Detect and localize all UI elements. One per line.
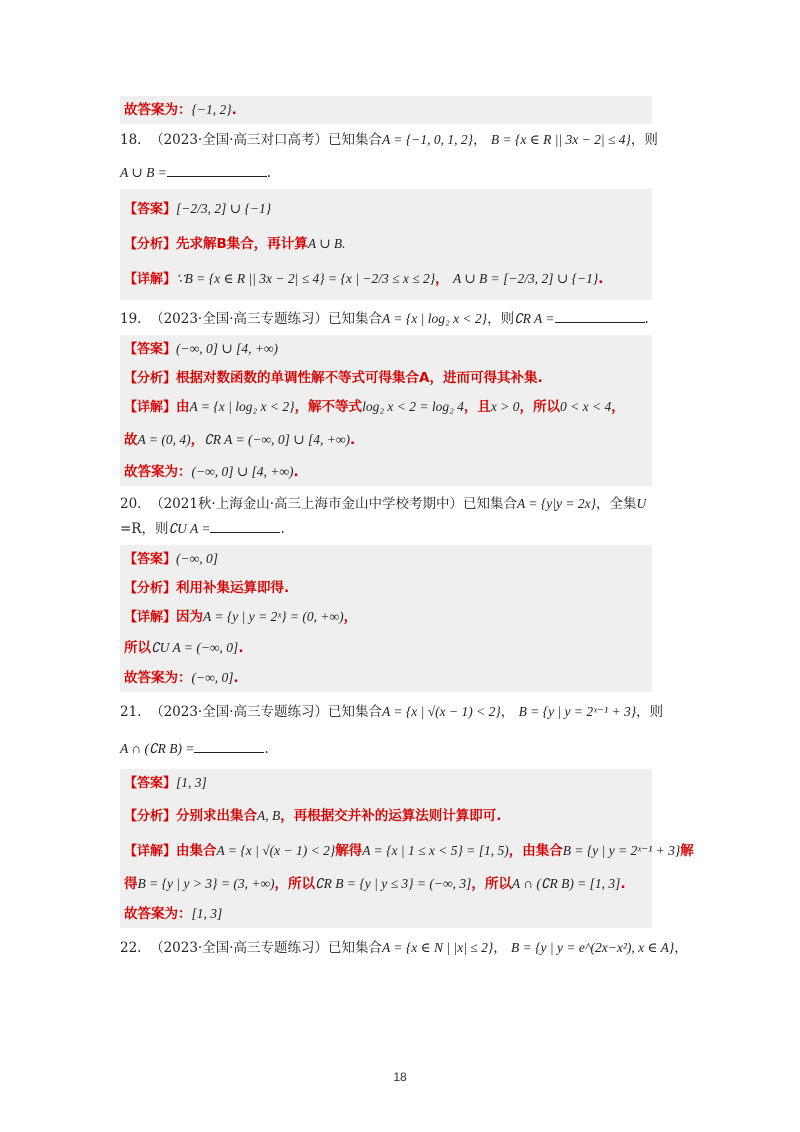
period: . (280, 521, 285, 537)
question-number: 21. (120, 704, 142, 720)
question-text: 已知集合 (328, 311, 383, 327)
question-22-line1 (120, 928, 688, 964)
detail-line-2 (124, 632, 648, 662)
question-18-line2 (120, 156, 652, 189)
question-text: =R，则 (120, 521, 169, 537)
detail-text: 因为 (176, 609, 204, 625)
detail-math: 0 < x < 4 (560, 399, 612, 414)
detail-text: ，且 (463, 399, 491, 415)
analysis-text: 根据对数函数的单调性解不等式可得集合A，进而可得其补集. (176, 370, 543, 386)
detail-math: log₂ x < 2 = log₂ 4 (362, 399, 464, 414)
set-b: B = {x ∈ R || 3x − 2| ≤ 4} (490, 132, 631, 147)
question-ask: ∁U A = (168, 521, 211, 536)
question-number: 19. (120, 311, 142, 327)
question-text: ，则 (630, 132, 658, 148)
answer-line (124, 189, 648, 230)
set-a: A = {y|y = 2x} (517, 496, 596, 511)
separator: ， (493, 940, 507, 956)
detail-math: ∵B = {x ∈ R || 3x − 2| ≤ 4} = {x | −2/3 ≤ x ≤ 2} (176, 271, 436, 286)
final-answer-label: 故答案为： (124, 670, 192, 686)
detail-line-2 (124, 422, 648, 454)
question-text: 已知集合 (463, 496, 518, 512)
answer-block-20 (120, 545, 652, 692)
set-a: A = {x | √(x − 1) < 2} (382, 704, 501, 719)
analysis-text: 先求解B集合，再计算 (176, 236, 308, 252)
detail-text: . (238, 640, 244, 656)
separator: ， (500, 704, 515, 720)
answer-blank (167, 162, 267, 177)
final-answer-end: . (231, 102, 237, 118)
answer-value: (−∞, 0] (176, 551, 218, 566)
analysis-tag: 【分析】 (124, 237, 177, 252)
separator: ， (473, 132, 487, 148)
final-answer-end: . (233, 670, 239, 686)
final-answer-line (124, 898, 648, 928)
answer-value: [1, 3] (176, 775, 207, 790)
answer-line (124, 769, 648, 798)
detail-math: A = {x | log₂ x < 2} (189, 399, 295, 414)
question-source: （2023·全国·高三对口高考） (150, 132, 329, 148)
question-text: 已知集合 (328, 132, 383, 148)
answer-blank (194, 738, 264, 753)
answer-block-top (120, 96, 652, 124)
period: . (266, 165, 272, 181)
set-a: A = {x ∈ N | |x| ≤ 2} (382, 940, 494, 955)
detail-line (124, 603, 648, 632)
question-text: ，则 (636, 704, 664, 720)
question-source: （2023·全国·高三专题练习） (150, 311, 329, 327)
detail-text: 由集合 (176, 843, 217, 859)
analysis-tag: 【分析】 (124, 371, 177, 386)
answer-block-18 (120, 189, 652, 300)
detail-text: 解 (680, 843, 694, 859)
detail-line (124, 393, 648, 422)
final-answer-label: 故答案为： (124, 464, 192, 480)
detail-text: . (620, 876, 626, 892)
analysis-math: A ∪ B. (307, 236, 346, 251)
question-20-line2 (120, 516, 652, 545)
detail-tag: 【详解】 (124, 272, 177, 287)
question-18 (120, 124, 658, 189)
final-answer-line (124, 454, 648, 486)
analysis-line (124, 574, 648, 603)
detail-line (124, 831, 694, 866)
question-text: 已知集合 (328, 704, 383, 720)
set-b: B = {y | y = 2ˣ⁻¹ + 3} (518, 704, 637, 719)
detail-text: 由 (176, 399, 190, 415)
detail-math: A = {x | √(x − 1) < 2} (216, 843, 336, 858)
detail-tag: 【详解】 (124, 400, 177, 415)
analysis-text: 利用补集运算即得. (176, 580, 290, 596)
detail-text: . (349, 432, 356, 448)
detail-text: ，所以 (471, 876, 512, 892)
final-answer-label: 故答案为： (124, 906, 192, 922)
answer-block-19 (120, 335, 652, 486)
question-number: 20. (120, 496, 142, 512)
question-19 (120, 300, 652, 335)
answer-blank (555, 308, 645, 323)
question-ask: A ∪ B = (120, 165, 167, 180)
question-20 (120, 486, 652, 545)
page-content (120, 96, 694, 964)
analysis-tag: 【分析】 (124, 581, 177, 596)
detail-text: ，所以 (519, 399, 561, 415)
analysis-text: ，再根据交并补的运算法则计算即可. (280, 808, 502, 824)
analysis-line (124, 364, 648, 393)
period: . (644, 311, 649, 327)
answer-tag: 【答案】 (124, 552, 177, 567)
detail-line (124, 259, 648, 300)
detail-math: ∁U A = (−∞, 0] (151, 640, 239, 655)
question-ask: A ∩ (∁R B) = (120, 741, 195, 756)
question-text: 已知集合 (328, 940, 383, 956)
detail-tag: 【详解】 (124, 610, 177, 625)
question-19-line1 (120, 300, 652, 335)
detail-line-2 (124, 866, 648, 898)
answer-line (124, 335, 648, 364)
detail-math: B = {y | y > 3} = (3, +∞) (137, 876, 275, 891)
final-answer-value: [1, 3] (191, 906, 223, 921)
detail-sep: ， (435, 271, 449, 287)
answer-value: (−∞, 0] ∪ [4, +∞) (176, 341, 279, 356)
analysis-tag: 【分析】 (124, 809, 177, 824)
detail-text: ， (611, 399, 625, 415)
detail-math: ∁R A = (−∞, 0] ∪ [4, +∞) (204, 432, 350, 447)
detail-math: ∁R B = {y | y ≤ 3} = (−∞, 3] (315, 876, 472, 891)
final-answer-label: 故答案为： (124, 102, 192, 118)
page-number: 18 (393, 1070, 407, 1084)
detail-math: B = {y | y = 2ˣ⁻¹ + 3} (562, 843, 681, 858)
set-b: B = {y | y = e^(2x−x²), x ∈ A} (511, 940, 675, 955)
detail-math: A = {y | y = 2ˣ} = (0, +∞) (203, 609, 344, 624)
detail-tag: 【详解】 (124, 844, 177, 859)
analysis-text: 分别求出集合 (176, 808, 258, 824)
detail-math-2: A ∪ B = [−2/3, 2] ∪ {−1} (452, 271, 599, 286)
question-21-line2 (120, 728, 652, 769)
final-answer-value: (−∞, 0] ∪ [4, +∞) (191, 464, 294, 479)
detail-text: ，由集合 (508, 843, 563, 859)
detail-text: 得 (124, 876, 138, 892)
question-text: ，全集 (596, 496, 637, 512)
final-answer-value: (−∞, 0] (191, 670, 234, 685)
detail-math: A = {x | 1 ≤ x < 5} = [1, 5) (362, 843, 509, 858)
question-number: 22. (120, 940, 142, 956)
question-number: 18. (120, 132, 142, 148)
question-text: ，则 (487, 311, 515, 327)
question-source: （2023·全国·高三专题练习） (150, 704, 329, 720)
analysis-math: A, B (257, 808, 281, 823)
answer-value: [−2/3, 2] ∪ {−1} (176, 201, 272, 216)
answer-tag: 【答案】 (124, 202, 177, 217)
detail-text: ， (343, 609, 358, 625)
final-answer-value: {−1, 2} (191, 102, 232, 117)
answer-line (124, 545, 648, 574)
question-source: （2023·全国·高三专题练习） (150, 940, 329, 956)
question-source: （2021秋·上海金山·高三上海市金山中学校考期中） (150, 496, 464, 512)
detail-math: A = (0, 4) (137, 432, 191, 447)
question-21 (120, 692, 664, 769)
answer-blank (210, 518, 280, 533)
separator: ， (674, 940, 688, 956)
question-20-line1 (120, 486, 652, 516)
answer-tag: 【答案】 (124, 776, 177, 791)
final-answer-line (124, 96, 648, 124)
question-22 (120, 928, 688, 964)
analysis-line (124, 798, 648, 831)
set-a: A = {x | log₂ x < 2} (382, 311, 488, 326)
detail-text: ，所以 (274, 876, 316, 892)
universal-set: U (636, 496, 647, 511)
question-18-line1 (120, 124, 658, 156)
detail-math: A ∩ (∁R B) = [1, 3] (511, 876, 621, 891)
detail-text: ，解不等式 (294, 399, 363, 415)
detail-end: . (598, 271, 604, 287)
analysis-line (124, 230, 648, 259)
detail-math: x > 0 (490, 399, 520, 414)
detail-text: 故 (124, 432, 138, 448)
final-answer-line (124, 662, 648, 692)
detail-text: ， (190, 432, 205, 448)
detail-text: 所以 (124, 640, 151, 656)
answer-tag: 【答案】 (124, 342, 177, 357)
question-ask: ∁R A = (514, 311, 555, 326)
question-21-line1 (120, 692, 664, 728)
set-a: A = {−1, 0, 1, 2} (382, 132, 474, 147)
answer-block-21 (120, 769, 694, 928)
final-answer-end: . (293, 464, 299, 480)
period: . (264, 741, 269, 757)
detail-text: 解得 (335, 843, 363, 859)
